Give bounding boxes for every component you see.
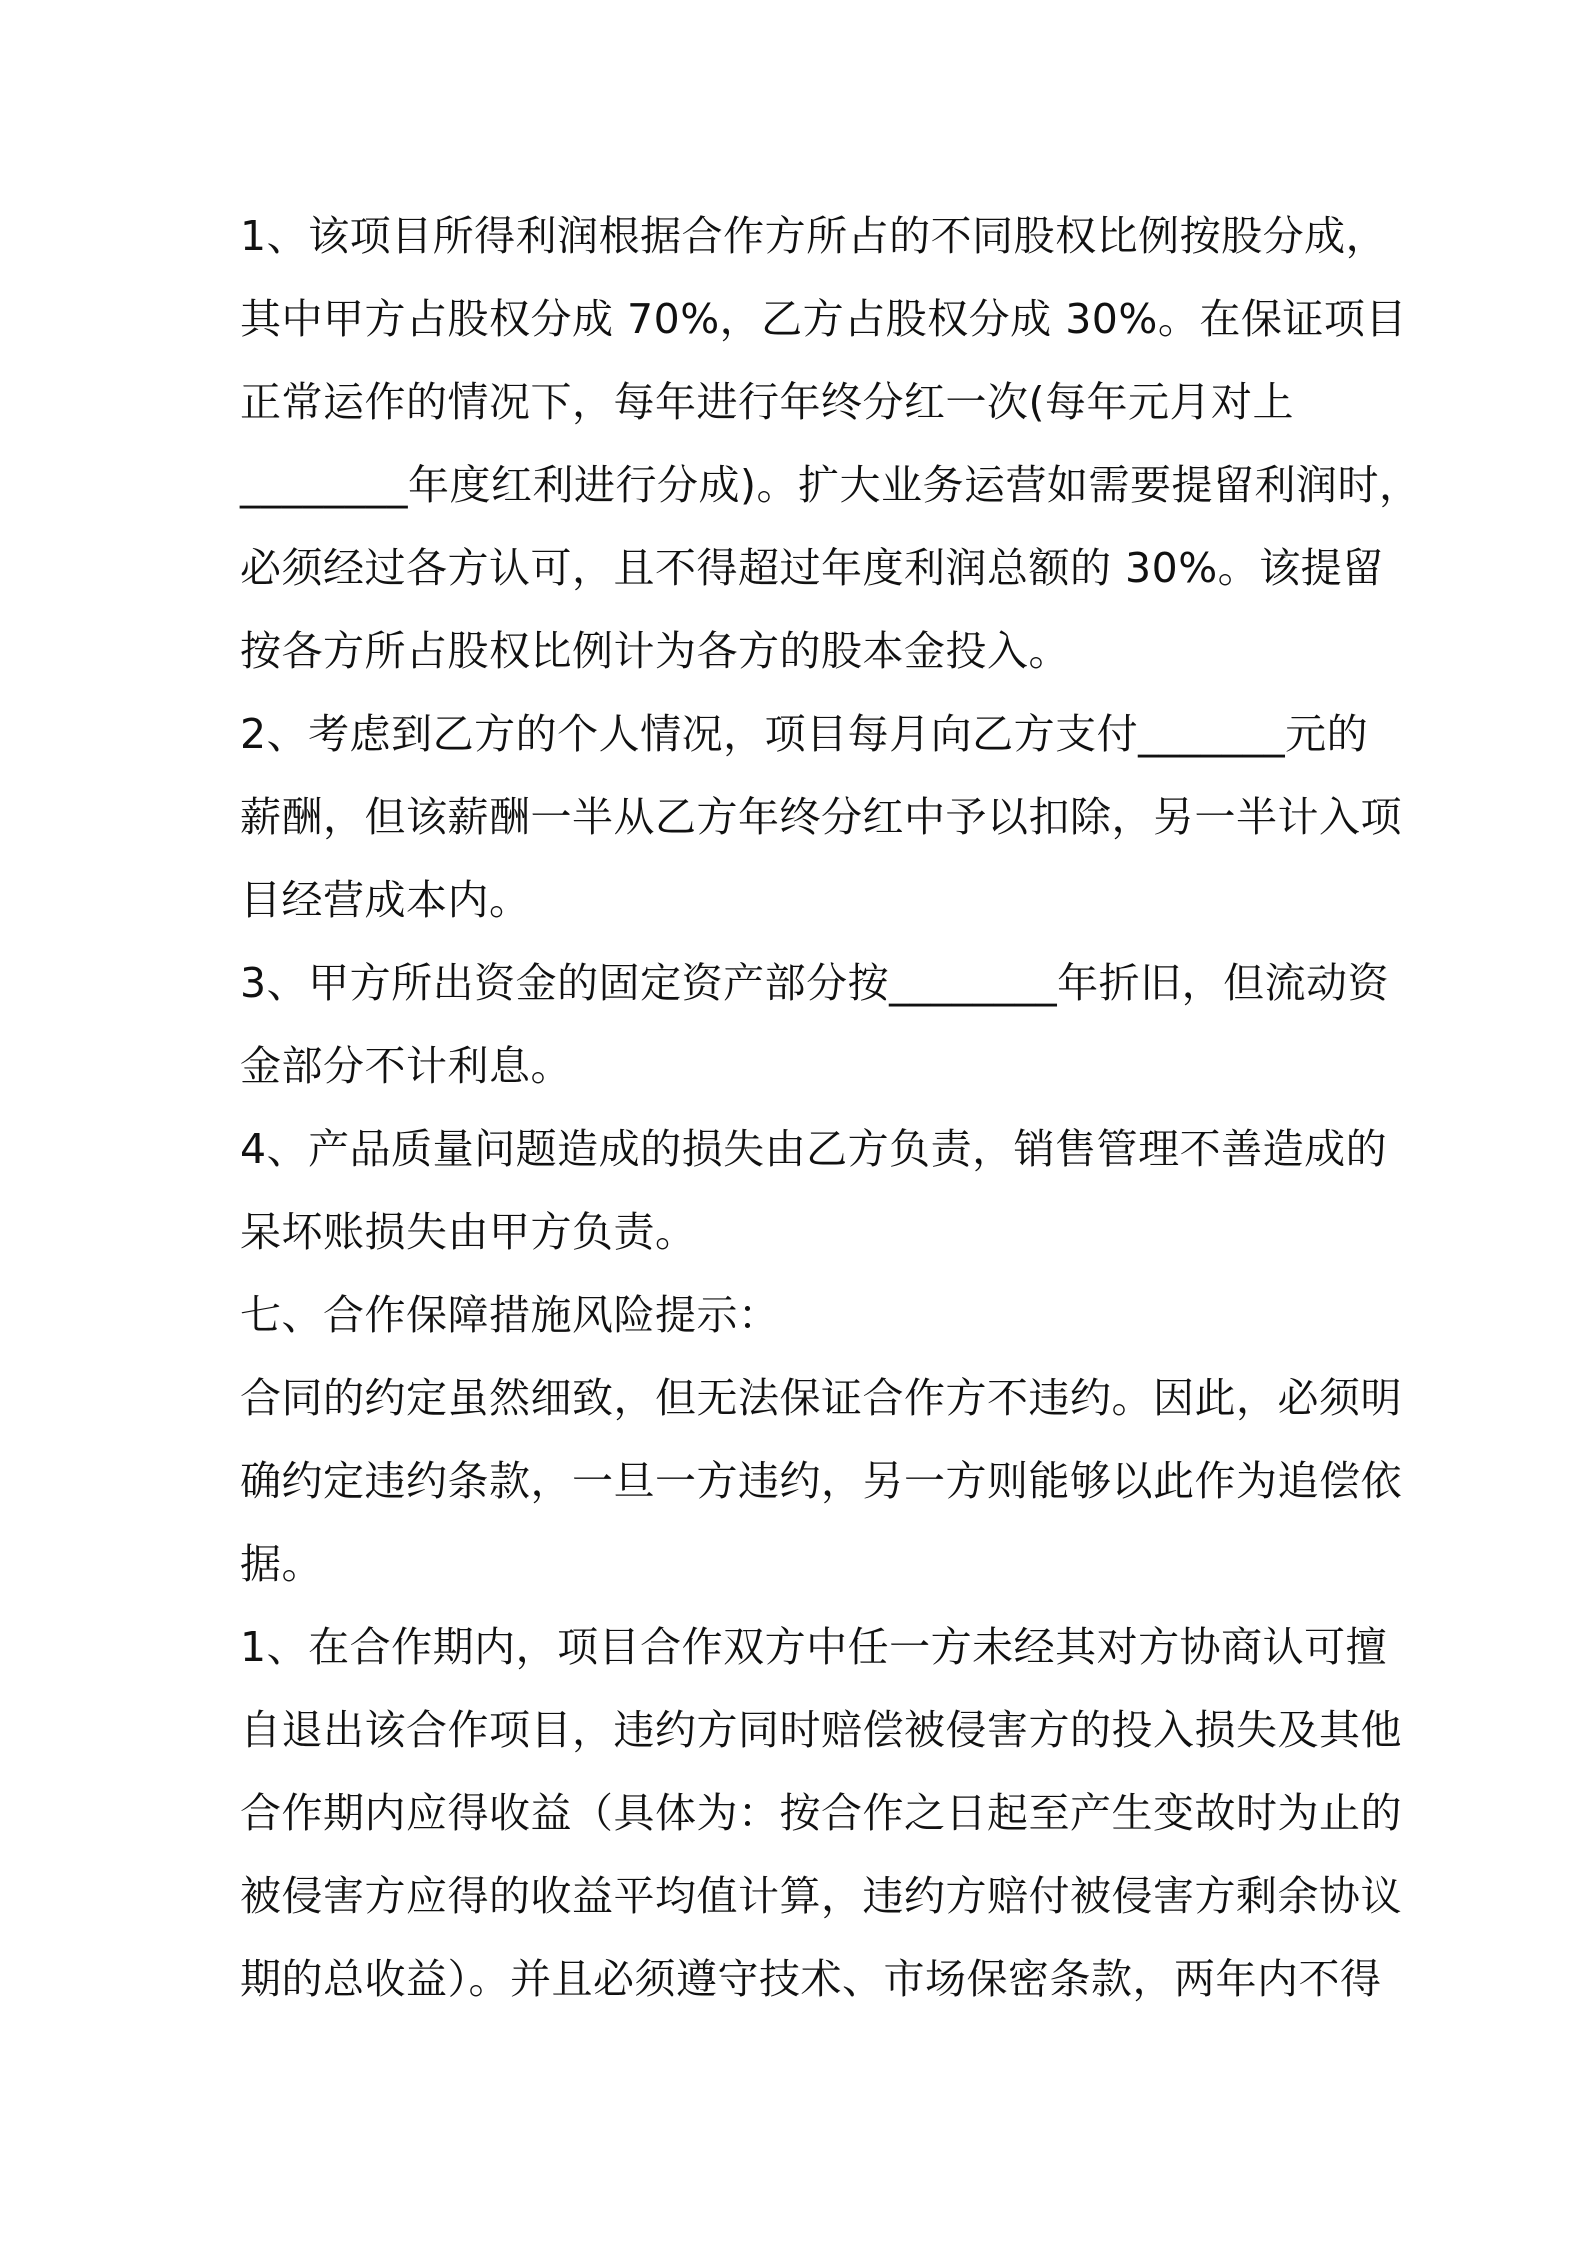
text-line: 正常运作的情况下，每年进行年终分红一次(每年元月对上 bbox=[240, 378, 1294, 426]
text-line: 1、该项目所得利润根据合作方所占的不同股权比例按股分成， bbox=[240, 212, 1388, 260]
text-line: 目经营成本内。 bbox=[240, 876, 531, 924]
text-line: 金部分不计利息。 bbox=[240, 1042, 572, 1090]
text-line: 确约定违约条款，一旦一方违约，另一方则能够以此作为追偿依 bbox=[240, 1457, 1402, 1505]
text-line: 合同的约定虽然细致，但无法保证合作方不违约。因此，必须明 bbox=[240, 1374, 1402, 1422]
text-line: ________年度红利进行分成)。扩大业务运营如需要提留利润时， bbox=[240, 461, 1421, 509]
text-line: 4、产品质量问题造成的损失由乙方负责，销售管理不善造成的 bbox=[240, 1125, 1388, 1173]
text-line: 按各方所占股权比例计为各方的股本金投入。 bbox=[240, 627, 1070, 675]
text-line: 其中甲方占股权分成 70%，乙方占股权分成 30%。在保证项目 bbox=[240, 295, 1407, 343]
text-line: 必须经过各方认可，且不得超过年度利润总额的 30%。该提留 bbox=[240, 544, 1384, 592]
section-heading: 七、合作保障措施风险提示： bbox=[240, 1291, 780, 1339]
text-line: 据。 bbox=[240, 1540, 323, 1588]
text-line: 自退出该合作项目，违约方同时赔偿被侵害方的投入损失及其他 bbox=[240, 1706, 1402, 1754]
text-line: 薪酬，但该薪酬一半从乙方年终分红中予以扣除，另一半计入项 bbox=[240, 793, 1402, 841]
text-line: 3、甲方所出资金的固定资产部分按________年折旧，但流动资 bbox=[240, 959, 1390, 1007]
text-line: 呆坏账损失由甲方负责。 bbox=[240, 1208, 697, 1256]
text-line: 期的总收益）。并且必须遵守技术、市场保密条款，两年内不得 bbox=[240, 1955, 1382, 2003]
text-line: 合作期内应得收益（具体为：按合作之日起至产生变故时为止的 bbox=[240, 1789, 1402, 1837]
text-line: 2、考虑到乙方的个人情况，项目每月向乙方支付_______元的 bbox=[240, 710, 1369, 758]
text-line: 被侵害方应得的收益平均值计算，违约方赔付被侵害方剩余协议 bbox=[240, 1872, 1402, 1920]
text-line: 1、在合作期内，项目合作双方中任一方未经其对方协商认可擅 bbox=[240, 1623, 1388, 1671]
document-body bbox=[240, 195, 1421, 2021]
